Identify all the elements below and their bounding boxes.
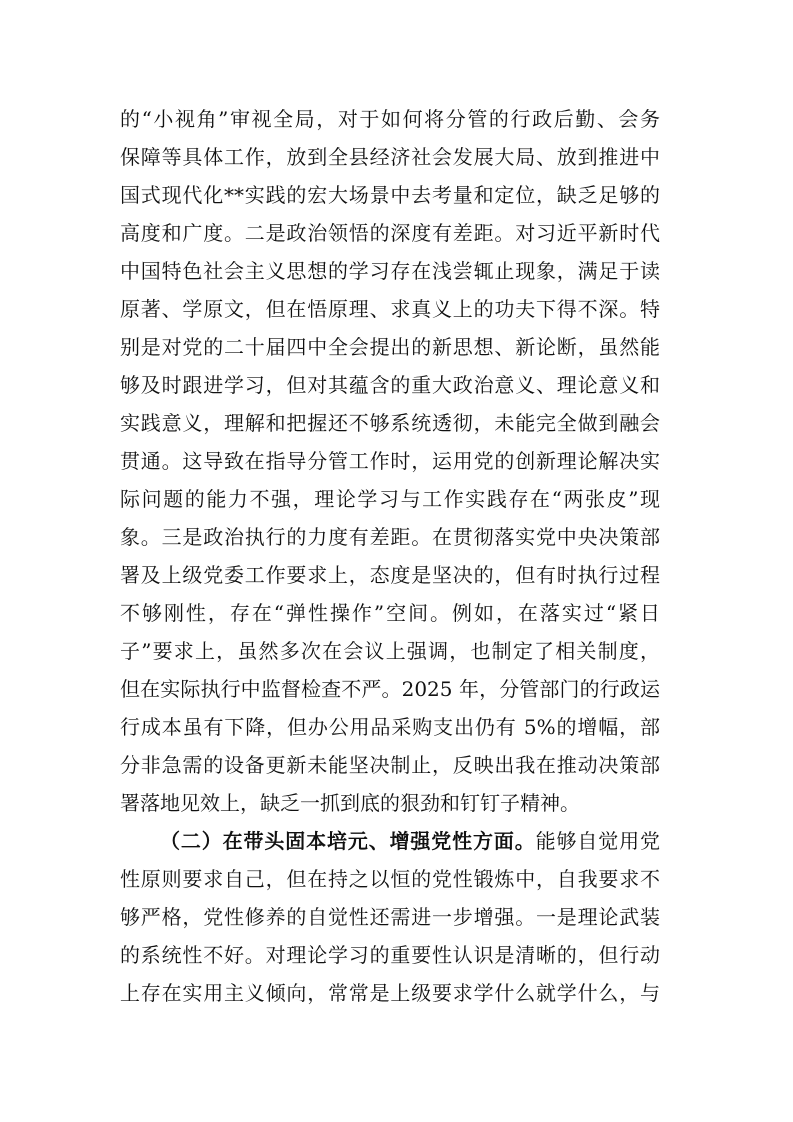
text-line: 的“小视角”审视全局，对于如何将分管的行政后勤、会务 — [120, 107, 660, 131]
section-heading: （二）在带头固本培元、增强党性方面。 — [160, 829, 536, 853]
text-line: 性原则要求自己，但在持之以恒的党性锻炼中，自我要求不 — [120, 867, 660, 891]
text-line: 够严格，党性修养的自觉性还需进一步增强。一是理论武装 — [120, 905, 660, 929]
text-line: 的系统性不好。对理论学习的重要性认识是清晰的，但行动 — [120, 943, 660, 967]
text-line: 子”要求上，虽然多次在会议上强调，也制定了相关制度， — [120, 639, 660, 663]
text-line: 署及上级党委工作要求上，态度是坚决的，但有时执行过程 — [120, 563, 660, 587]
text-line: 别是对党的二十届四中全会提出的新思想、新论断，虽然能 — [120, 335, 660, 359]
text-line: 上存在实用主义倾向，常常是上级要求学什么就学什么，与 — [120, 981, 660, 1005]
text-line: 不够刚性，存在“弹性操作”空间。例如，在落实过“紧日 — [120, 601, 660, 625]
body-text — [120, 100, 660, 1012]
text-line: 够及时跟进学习，但对其蕴含的重大政治意义、理论意义和 — [120, 373, 660, 397]
text-line: 国式现代化**实践的宏大场景中去考量和定位，缺乏足够的 — [120, 183, 660, 207]
text-line: 但在实际执行中监督检查不严。2025 年，分管部门的行政运 — [120, 677, 660, 701]
text-line: 分非急需的设备更新未能坚决制止，反映出我在推动决策部 — [120, 753, 660, 777]
text-line: 原著、学原文，但在悟原理、求真义上的功夫下得不深。特 — [120, 297, 660, 321]
text-line: 象。三是政治执行的力度有差距。在贯彻落实党中央决策部 — [120, 525, 660, 549]
text-line: 高度和广度。二是政治领悟的深度有差距。对习近平新时代 — [120, 221, 660, 245]
text-line: 贯通。这导致在指导分管工作时，运用党的创新理论解决实 — [120, 449, 660, 473]
text-line: 保障等具体工作，放到全县经济社会发展大局、放到推进中 — [120, 145, 660, 169]
section-heading-rest: 能够自觉用党 — [535, 829, 661, 853]
section-heading-line — [120, 822, 660, 860]
text-line: 中国特色社会主义思想的学习存在浅尝辄止现象，满足于读 — [120, 259, 660, 283]
text-line: 署落地见效上，缺乏一抓到底的狠劲和钉钉子精神。 — [120, 791, 580, 815]
text-line: 际问题的能力不强，理论学习与工作实践存在“两张皮”现 — [120, 487, 660, 511]
text-line: 实践意义，理解和把握还不够系统透彻，未能完全做到融会 — [120, 411, 660, 435]
text-line: 行成本虽有下降，但办公用品采购支出仍有 5%的增幅，部 — [120, 715, 660, 739]
